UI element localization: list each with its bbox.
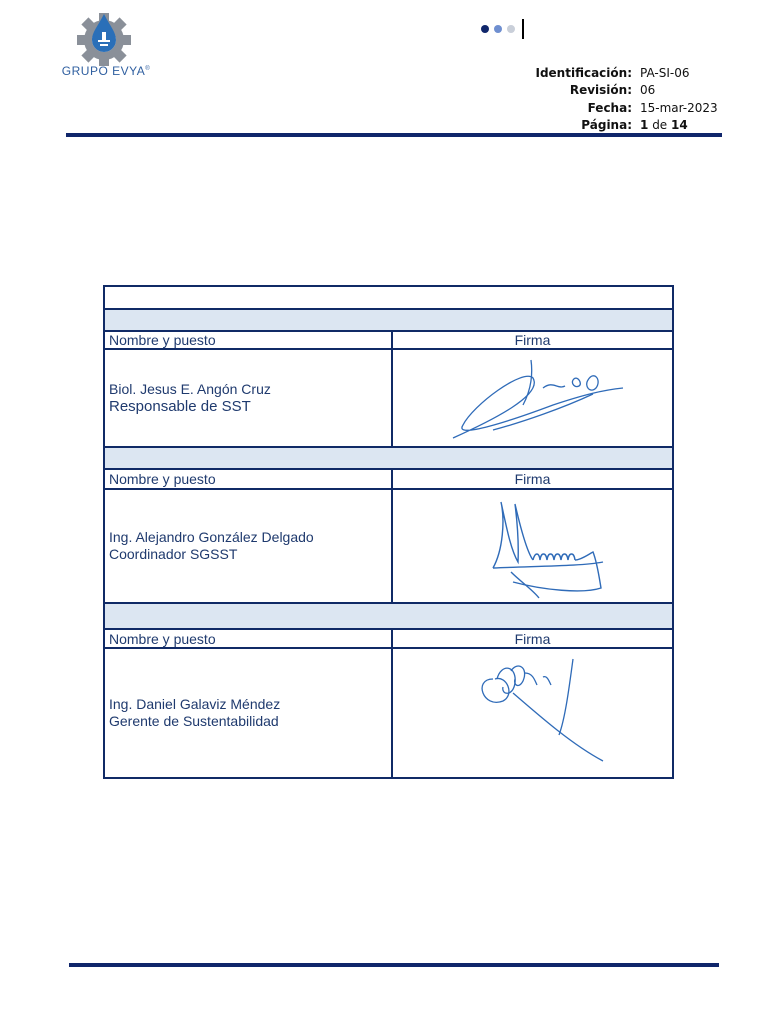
table-band-row xyxy=(104,309,673,331)
name-column-header: Nombre y puesto xyxy=(104,629,392,648)
signature-cell xyxy=(392,648,673,778)
header-divider-bar xyxy=(522,19,524,39)
person-role: Coordinador SGSST xyxy=(109,546,238,562)
handwritten-signature-2 xyxy=(393,490,663,602)
person-name: Biol. Jesus E. Angón Cruz xyxy=(109,381,271,397)
meta-identificacion: Identificación: PA-SI-06 xyxy=(535,65,690,80)
company-name: GRUPO EVYA® xyxy=(61,64,151,78)
table-header-row xyxy=(104,331,673,349)
person-role: Responsable de SST xyxy=(109,398,251,415)
signature-column-header: Firma xyxy=(392,469,673,489)
header-rule xyxy=(66,133,722,137)
table-band-row xyxy=(104,603,673,629)
signature-cell xyxy=(392,489,673,603)
signature-column-header: Firma xyxy=(392,331,673,349)
handwritten-signature-3 xyxy=(393,649,663,777)
signature-table xyxy=(103,285,674,779)
person-name: Ing. Daniel Galaviz Méndez xyxy=(109,696,281,712)
signature-column-header: Firma xyxy=(392,629,673,648)
meta-fecha: Fecha: 15-mar-2023 xyxy=(587,100,718,115)
dot-light xyxy=(507,25,515,33)
company-logo xyxy=(56,10,156,80)
meta-pagina: Página: 1 de 14 xyxy=(581,118,688,133)
table-header-row xyxy=(104,629,673,648)
name-column-header: Nombre y puesto xyxy=(104,331,392,349)
person-role: Gerente de Sustentabilidad xyxy=(109,713,279,729)
person-cell xyxy=(104,648,392,778)
dot-mid xyxy=(494,25,502,33)
name-column-header: Nombre y puesto xyxy=(104,469,392,489)
table-row xyxy=(104,489,673,603)
table-band-row xyxy=(104,447,673,469)
table-row xyxy=(104,349,673,447)
gear-drop-logo-icon xyxy=(62,10,146,66)
table-title-row xyxy=(104,286,673,309)
person-cell xyxy=(104,489,392,603)
table-header-row xyxy=(104,469,673,489)
table-row xyxy=(104,648,673,778)
document-metadata xyxy=(520,64,718,134)
person-cell xyxy=(104,349,392,447)
footer-rule xyxy=(69,963,719,967)
meta-revision: Revisión: 06 xyxy=(569,83,656,98)
handwritten-signature-1 xyxy=(393,350,663,446)
header-dots xyxy=(481,19,524,39)
person-name: Ing. Alejandro González Delgado xyxy=(109,529,314,545)
dot-dark xyxy=(481,25,489,33)
signature-cell xyxy=(392,349,673,447)
